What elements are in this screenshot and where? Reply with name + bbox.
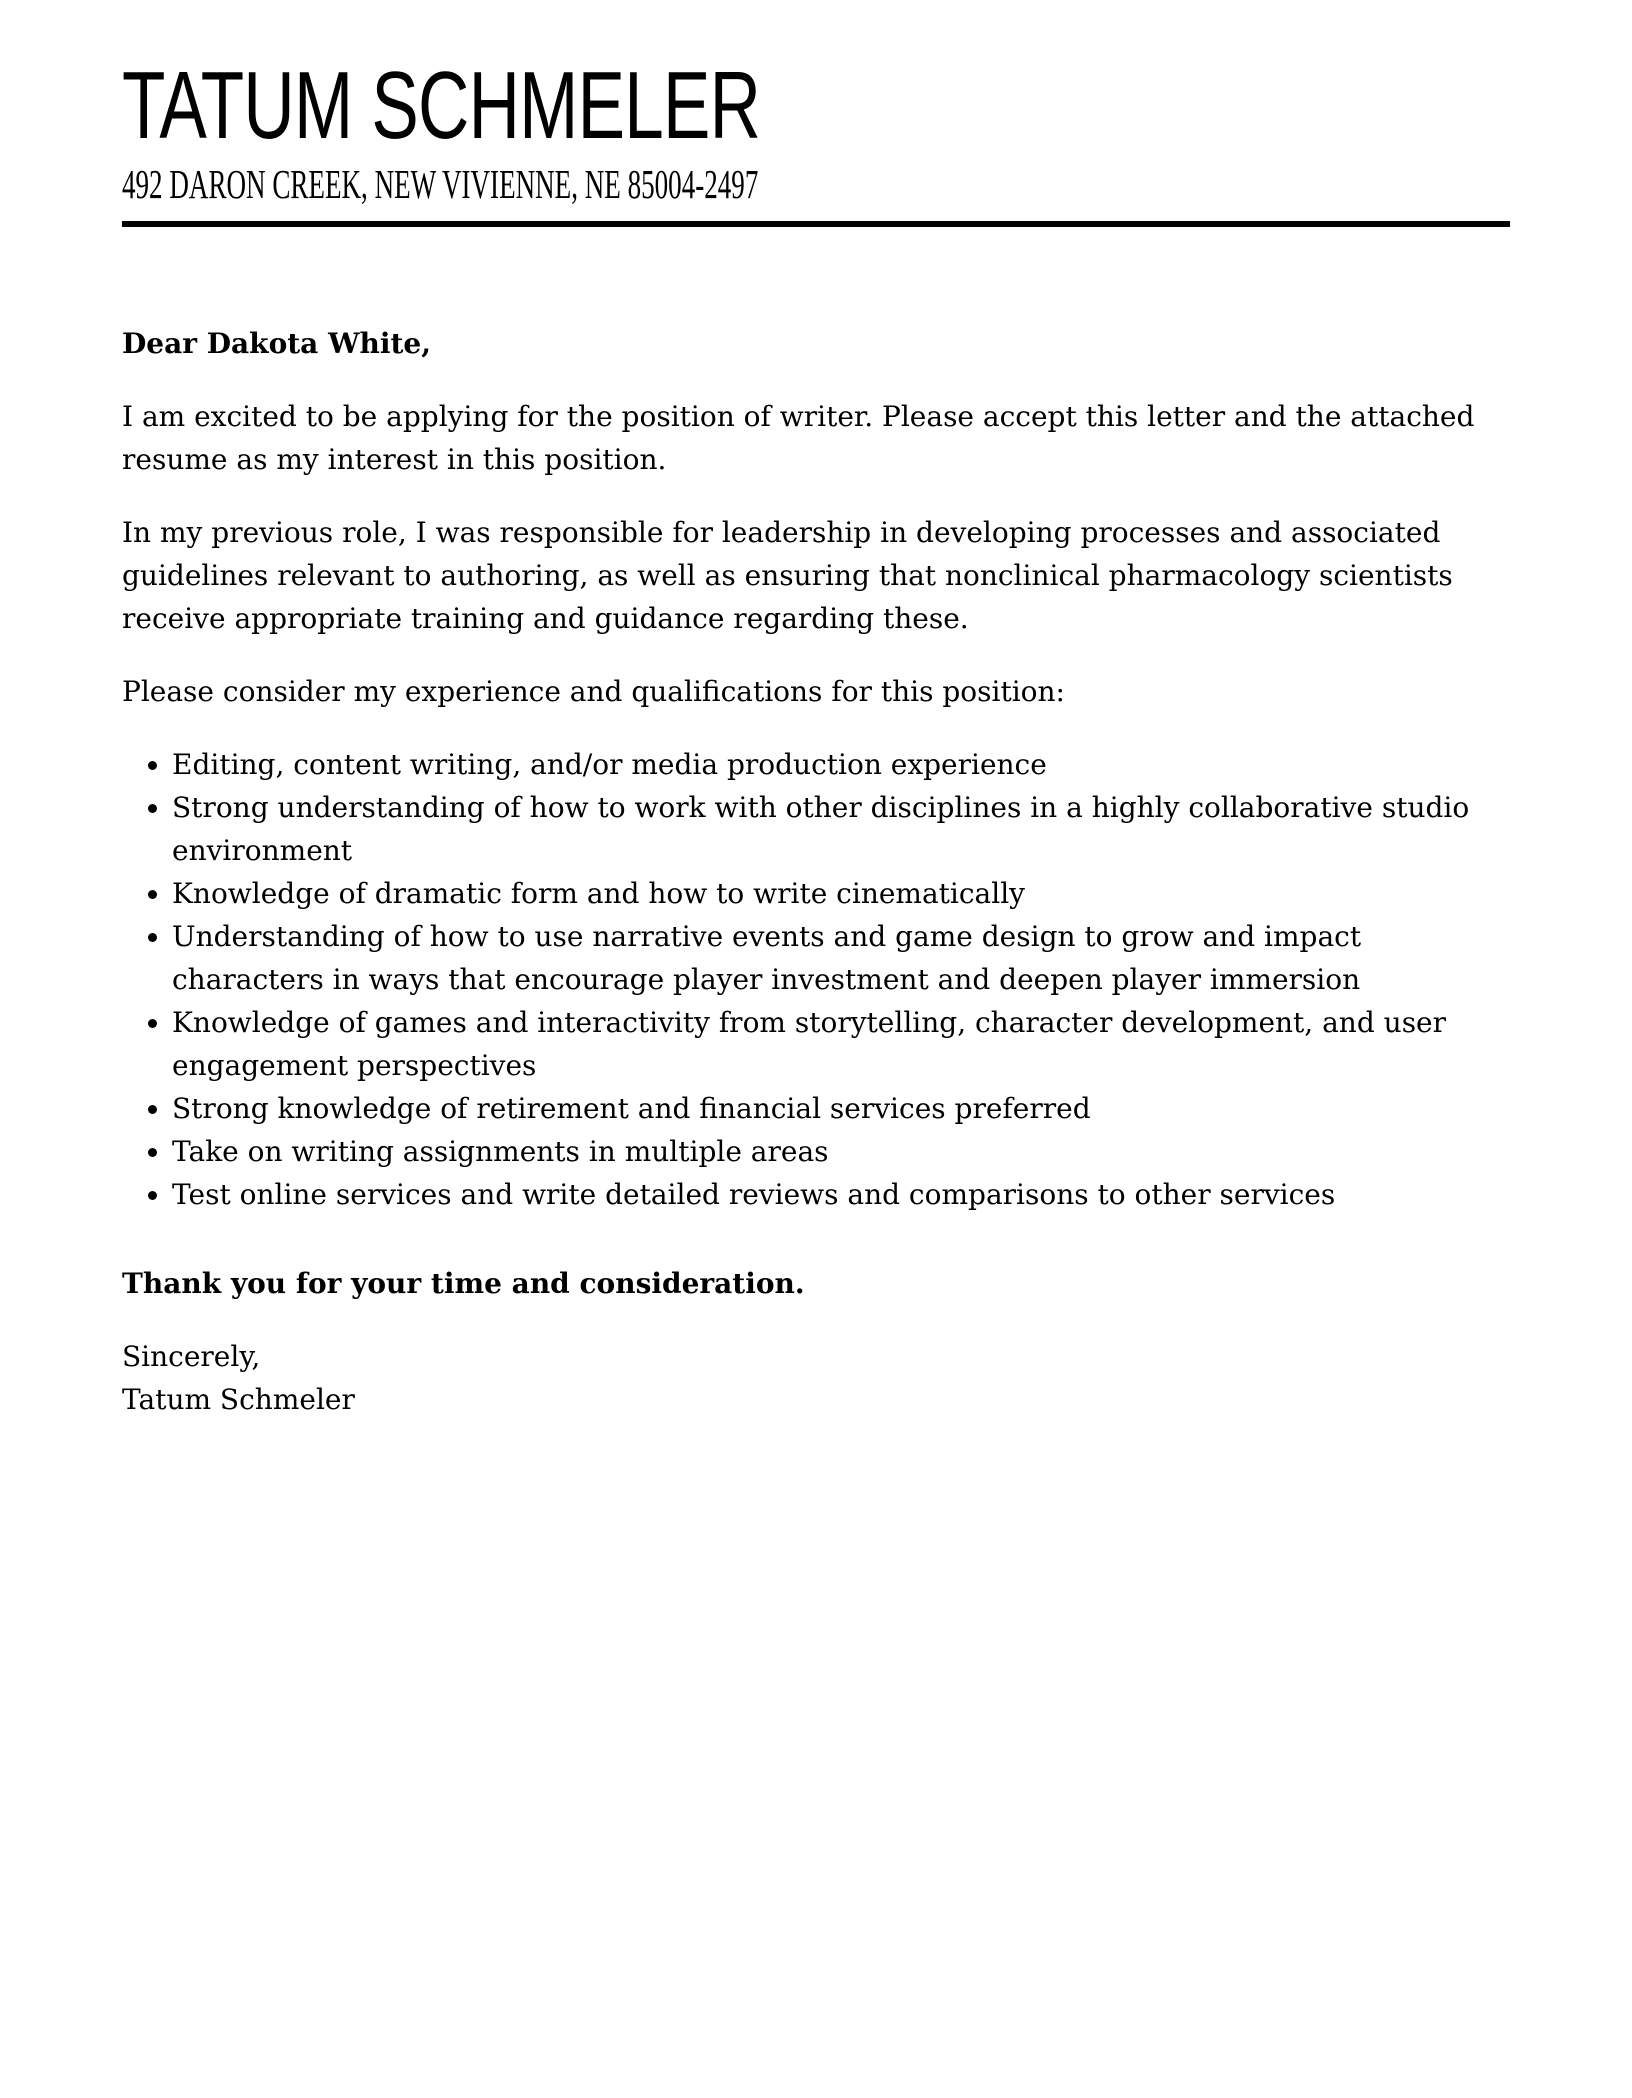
list-item: • Take on writing assignments in multiple areas — [172, 1130, 1510, 1173]
sender-address — [122, 161, 1510, 207]
signoff-block — [122, 1335, 1510, 1421]
signoff-line: Sincerely, — [122, 1340, 261, 1373]
previous-role-paragraph: In my previous role, I was responsible for leadership in developing processes and associated guidelines relevant to authoring, as well as ensuring that nonclinical pharmacology scientists receive appropriate training and guidance regarding these. — [122, 516, 1453, 635]
list-item: • Editing, content writing, and/or media production experience — [172, 743, 1510, 786]
signature-name: Tatum Schmeler — [122, 1383, 355, 1416]
intro-paragraph: I am excited to be applying for the position of writer. Please accept this letter and the attached resume as my interest in this position. — [122, 400, 1475, 476]
qualifications-list — [122, 743, 1510, 1216]
letter-header — [122, 52, 1510, 227]
list-item: • Test online services and write detailed reviews and comparisons to other services — [172, 1173, 1510, 1216]
list-item: • Knowledge of games and interactivity from storytelling, character development, and user engagement perspectives — [172, 1001, 1510, 1087]
sender-name-text: TATUM SCHMELER — [122, 52, 761, 159]
sender-address-text: 492 DARON CREEK, NEW VIVIENNE, NE 85004-2497 — [122, 161, 759, 207]
greeting-line: Dear Dakota White, — [122, 327, 431, 360]
letter-body — [122, 322, 1510, 1421]
list-item: • Knowledge of dramatic form and how to write cinematically — [172, 872, 1510, 915]
sender-name — [122, 52, 1510, 159]
list-item: • Strong knowledge of retirement and financial services preferred — [172, 1087, 1510, 1130]
list-item: • Strong understanding of how to work with other disciplines in a highly collaborative studio environment — [172, 786, 1510, 872]
qualifications-lead-paragraph: Please consider my experience and qualifications for this position: — [122, 675, 1065, 708]
list-item: • Understanding of how to use narrative events and game design to grow and impact characters in ways that encourage player investment and deepen player immersion — [172, 915, 1510, 1001]
thank-you-line: Thank you for your time and consideration. — [122, 1267, 805, 1300]
header-divider-rule — [122, 221, 1510, 227]
